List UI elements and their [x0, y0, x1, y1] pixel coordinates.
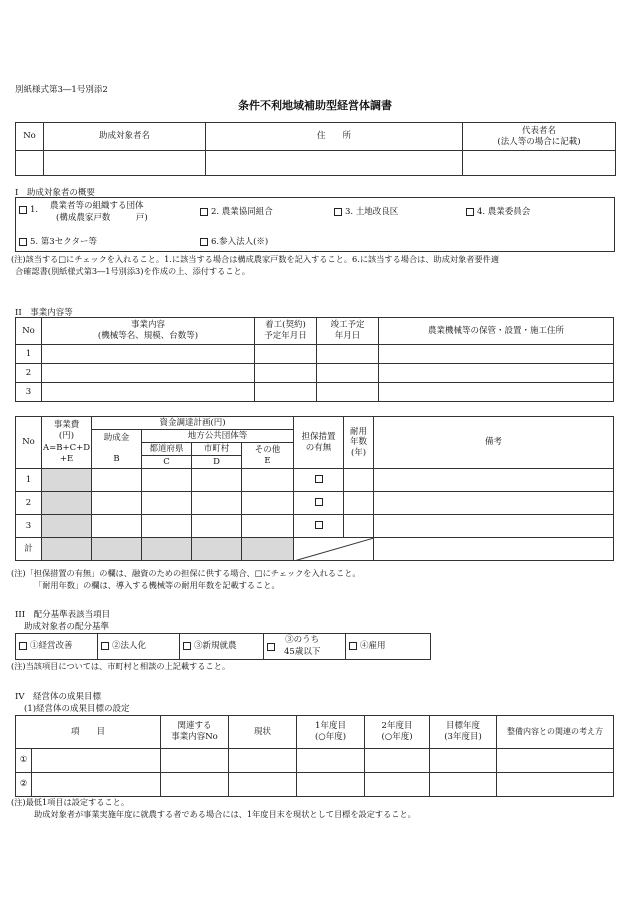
col-end-date: 竣工予定 年月日 [317, 318, 379, 345]
cell-cost [42, 515, 92, 538]
checkbox[interactable] [349, 642, 357, 650]
cell-name[interactable] [44, 151, 206, 176]
cell-cost [42, 492, 92, 515]
checkbox[interactable] [315, 521, 323, 529]
cell[interactable] [430, 773, 497, 797]
cell[interactable] [42, 345, 255, 364]
collateral-checkbox[interactable] [294, 515, 344, 538]
cell[interactable] [365, 749, 430, 773]
col-collateral: 担保措置 の有無 [294, 417, 344, 469]
cell[interactable] [344, 469, 374, 492]
cell[interactable] [255, 383, 317, 402]
col-local-gov: 地方公共団体等 [142, 430, 294, 443]
row-no: 2 [16, 492, 42, 515]
cell[interactable] [229, 773, 297, 797]
cell[interactable] [430, 749, 497, 773]
row-no: 3 [16, 515, 42, 538]
cell[interactable] [142, 492, 192, 515]
section-1-note: (注)該当する□にチェックを入れること。1.に該当する場合は構成農家戸数を記入すること。6.に該当する場合は、助成対象者要件適 合確認書(別紙様式第3―1号別添3)を作成の上、添付すること。 [11, 254, 500, 276]
checkbox[interactable] [315, 475, 323, 483]
col-no: No [16, 123, 44, 151]
col-place: 農業機械等の保管・設置・施工住所 [379, 318, 614, 345]
cell[interactable] [32, 773, 161, 797]
cell[interactable] [92, 469, 142, 492]
cell[interactable] [92, 515, 142, 538]
option-1-label: 農業者等の組織する団体 (構成農家戸数 戸) [50, 201, 148, 223]
criteria-5[interactable]: ④雇用 [346, 634, 431, 660]
cell[interactable] [192, 515, 242, 538]
col-name: 助成対象者名 [44, 123, 206, 151]
col-no: No [16, 417, 42, 469]
col-cost: 事業費 (円) A=B+C+D +E [42, 417, 92, 469]
cell[interactable] [497, 749, 614, 773]
cell[interactable] [317, 364, 379, 383]
criteria-3[interactable]: ③新規就農 [180, 634, 264, 660]
cell[interactable] [365, 773, 430, 797]
section-3-title: III 配分基準表該当項目 [15, 610, 111, 620]
cell[interactable] [242, 469, 294, 492]
row-no: ② [16, 773, 32, 797]
option-3[interactable]: 3. 土地改良区 [334, 205, 398, 217]
checkbox[interactable] [334, 208, 342, 216]
criteria-2[interactable]: ②法人化 [98, 634, 180, 660]
col-content: 事業内容 (機械等名、規模、台数等) [42, 318, 255, 345]
total-cost [42, 538, 92, 561]
cell[interactable] [255, 345, 317, 364]
cell[interactable] [192, 492, 242, 515]
cell[interactable] [317, 383, 379, 402]
option-4[interactable]: 4. 農業委員会 [466, 205, 530, 217]
total-other [242, 538, 294, 561]
cell[interactable] [32, 749, 161, 773]
cell[interactable] [42, 383, 255, 402]
total-diagonal-cell [294, 538, 374, 561]
goals-table [15, 715, 614, 797]
col-target-year: 目標年度 (3年度目) [430, 716, 497, 749]
collateral-checkbox[interactable] [294, 492, 344, 515]
col-city-d: D [192, 456, 242, 469]
cell[interactable] [161, 749, 229, 773]
checkbox[interactable] [200, 208, 208, 216]
row-total: 計 [16, 538, 42, 561]
checkbox[interactable] [466, 208, 474, 216]
section-2-title: II 事業内容等 [15, 308, 73, 318]
col-subsidy: 助成金 B [92, 430, 142, 469]
option-6[interactable]: 6.参入法人(※) [200, 235, 268, 247]
col-year2: 2年度目 (○年度) [365, 716, 430, 749]
checkbox[interactable] [19, 642, 27, 650]
option-5[interactable]: 5. 第3セクター等 [19, 235, 97, 247]
overview-box [15, 197, 615, 252]
cell[interactable] [161, 773, 229, 797]
col-relation: 整備内容との関連の考え方 [497, 716, 614, 749]
criteria-1[interactable]: ①経営改善 [16, 634, 98, 660]
option-2[interactable]: 2. 農業協同組合 [200, 205, 273, 217]
section-3-note: (注)当該項目については、市町村と相談の上記載すること。 [11, 661, 231, 671]
cell[interactable] [142, 515, 192, 538]
col-current: 現状 [229, 716, 297, 749]
cell-cost [42, 469, 92, 492]
cell[interactable] [379, 345, 614, 364]
row-no: 2 [16, 364, 42, 383]
checkbox[interactable] [19, 238, 27, 246]
row-no: 1 [16, 345, 42, 364]
total-subsidy [92, 538, 142, 561]
section-3-subtitle: 助成対象者の配分基準 [24, 622, 110, 632]
cell[interactable] [374, 538, 614, 561]
collateral-checkbox[interactable] [294, 469, 344, 492]
cell[interactable] [255, 364, 317, 383]
total-prefecture [142, 538, 192, 561]
checkbox[interactable] [200, 238, 208, 246]
cell[interactable] [344, 515, 374, 538]
cell[interactable] [497, 773, 614, 797]
col-prefecture: 都道府県 [142, 443, 192, 456]
section-4-note: (注)最低1項目は設定すること。 助成対象者が事業実施年度に就農する者である場合には、1年度目末を現状として目標を設定すること。 [11, 797, 416, 819]
col-prefecture-c: C [142, 456, 192, 469]
col-remarks: 備考 [374, 417, 614, 469]
col-representative: 代表者名 (法人等の場合に記載) [463, 123, 616, 151]
col-funding-plan: 資金調達計画(円) [92, 417, 294, 430]
cell[interactable] [242, 515, 294, 538]
cell[interactable] [229, 749, 297, 773]
col-start-date: 着工(契約) 予定年月日 [255, 318, 317, 345]
row-no: ① [16, 749, 32, 773]
col-related: 関連する 事業内容No [161, 716, 229, 749]
option-1[interactable]: 1. [19, 205, 38, 215]
col-no: No [16, 318, 42, 345]
cell[interactable] [297, 773, 365, 797]
cell[interactable] [379, 383, 614, 402]
funding-table [15, 416, 614, 561]
cell[interactable] [142, 469, 192, 492]
cell[interactable] [374, 492, 614, 515]
col-other: その他 E [242, 443, 294, 469]
cell[interactable] [242, 492, 294, 515]
checkbox[interactable] [19, 206, 27, 214]
cell-no[interactable] [16, 151, 44, 176]
col-item: 項 目 [16, 716, 161, 749]
diagonal-line [294, 538, 374, 561]
row-no: 3 [16, 383, 42, 402]
criteria-table [15, 633, 431, 660]
cell[interactable] [374, 469, 614, 492]
form-id: 別紙様式第3―1号別添2 [15, 85, 108, 95]
checkbox[interactable] [315, 498, 323, 506]
cell[interactable] [42, 364, 255, 383]
col-year1: 1年度目 (○年度) [297, 716, 365, 749]
section-1-title: I 助成対象者の概要 [15, 188, 95, 198]
cell[interactable] [317, 345, 379, 364]
cell-address[interactable] [206, 151, 463, 176]
cell[interactable] [192, 469, 242, 492]
cell-representative[interactable] [463, 151, 616, 176]
checkbox[interactable] [267, 643, 275, 651]
cell[interactable] [344, 492, 374, 515]
total-city [192, 538, 242, 561]
cell[interactable] [92, 492, 142, 515]
col-useful-life: 耐用 年数 (年) [344, 417, 374, 469]
col-address: 住 所 [206, 123, 463, 151]
checkbox[interactable] [183, 642, 191, 650]
row-no: 1 [16, 469, 42, 492]
checkbox[interactable] [101, 642, 109, 650]
project-table [15, 317, 614, 402]
applicant-table [15, 122, 616, 176]
section-4-subtitle: (1)経営体の成果目標の設定 [24, 704, 130, 714]
criteria-4[interactable]: ③のうち 45歳以下 [264, 634, 346, 660]
col-city: 市町村 [192, 443, 242, 456]
cell[interactable] [379, 364, 614, 383]
page-title: 条件不利地域補助型経営体調書 [238, 99, 392, 112]
cell[interactable] [297, 749, 365, 773]
cell[interactable] [374, 515, 614, 538]
section-4-title: IV 経営体の成果目標 [15, 692, 101, 702]
funding-note: (注)「担保措置の有無」の欄は、融資のための担保に供する場合、□にチェックを入れること。 「耐用年数」の欄は、導入する機械等の耐用年数を記載すること。 [11, 568, 361, 590]
